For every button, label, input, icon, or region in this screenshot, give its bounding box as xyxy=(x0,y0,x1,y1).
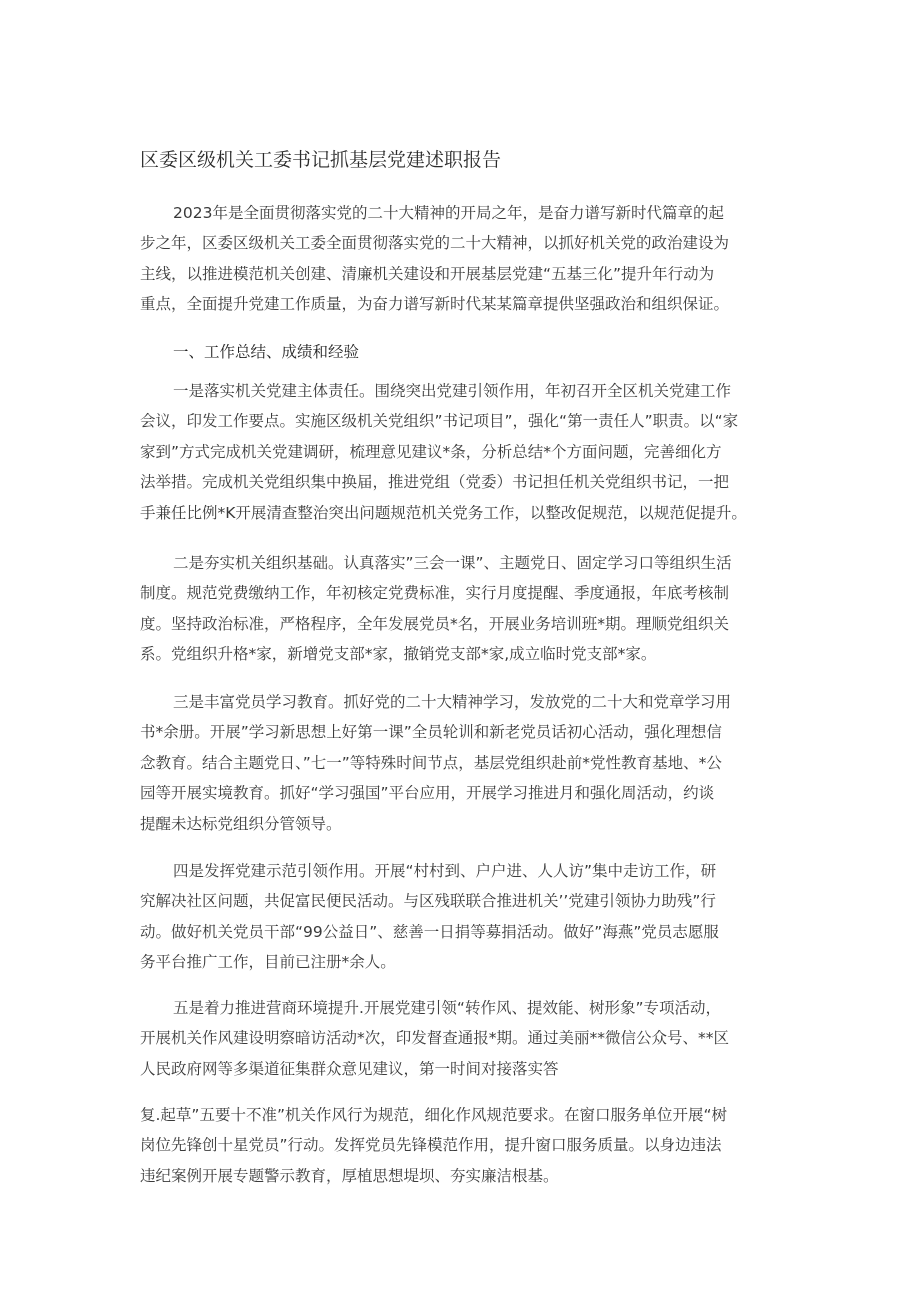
text-line: 动。做好机关党员干部“99公益日”、慈善一日捐等募捐活动。做好”海燕”党员志愿服 xyxy=(140,922,719,941)
text-line: 书*余册。开展”学习新思想上好第一课”全员轮训和新老党员话初心活动，强化理想信 xyxy=(140,723,722,742)
text-line: 系。党组织升格*家，新增党支部*家，撤销党支部*家,成立临时党支部*家。 xyxy=(140,645,657,664)
paragraph-1 xyxy=(140,376,790,528)
text-line: 五是着力推进营商环境提升.开展党建引领“转作风、提效能、树形象”专项活动， xyxy=(173,999,721,1017)
text-line: 念教育。结合主题党日、”七一”等特殊时间节点，基层党组织赴前*党性教育基地、*公 xyxy=(140,753,722,772)
text-line: 复.起草”五要十不准”机关作风行为规范，细化作风规范要求。在窗口服务单位开展“树 xyxy=(140,1106,728,1124)
text-line: 主线，以推进模范机关创建、清廉机关建设和开展基层党建“五基三化”提升年行动为 xyxy=(140,264,715,283)
text-line: 四是发挥党建示范引领作用。开展“村村到、户户进、人人访”集中走访工作，研 xyxy=(173,862,717,880)
text-line: 岗位先锋创十星党员”行动。发挥党员先锋模范作用，提升窗口服务质量。以身边违法 xyxy=(140,1136,722,1155)
paragraph-6 xyxy=(140,1100,790,1191)
text-line: 2023年是全面贯彻落实党的二十大精神的开局之年，是奋力谱写新时代篇章的起 xyxy=(173,204,724,222)
text-line: 会议，印发工作要点。实施区级机关党组织”书记项目”，强化“第一责任人”职责。以“家 xyxy=(140,412,739,431)
paragraph-2 xyxy=(140,548,790,670)
text-line: 开展机关作风建设明察暗访活动*次，印发督查通报*期。通过美丽**微信公众号、**区 xyxy=(140,1029,730,1048)
text-line: 提醒未达标党组织分管领导。 xyxy=(140,814,342,833)
intro-paragraph xyxy=(140,198,790,320)
text-line: 度。坚持政治标准，严格程序，全年发展党员*名，开展业务培训班*期。理顺党组织关 xyxy=(140,614,730,633)
text-line: 园等开展实境教育。抓好“学习强国”平台应用，开展学习推进月和强化周活动，约谈 xyxy=(140,784,715,803)
text-line: 重点，全面提升党建工作质量，为奋力谱写新时代某某篇章提供坚强政治和组织保证。 xyxy=(140,295,730,314)
text-line: 手兼任比例*K开展清查整治突出问题规范机关党务工作，以整改促规范，以规范促提升。 xyxy=(140,503,747,522)
text-line: 究解决社区问题，共促富民便民活动。与区残联联合推进机关’’党建引领协力助残”行 xyxy=(140,892,716,911)
paragraph-3 xyxy=(140,687,790,839)
text-line: 人民政府网等多渠道征集群众意见建议，第一时间对接落实答 xyxy=(140,1059,559,1078)
section-1-heading: 一、工作总结、成绩和经验 xyxy=(173,343,360,361)
document-title: 区委区级机关工委书记抓基层党建述职报告 xyxy=(140,149,502,171)
text-line: 二是夯实机关组织基础。认真落实”三会一课”、主题党日、固定学习口等组织生活 xyxy=(173,554,732,572)
section-heading xyxy=(140,337,790,367)
text-line: 步之年，区委区级机关工委全面贯彻落实党的二十大精神，以抓好机关党的政治建设为 xyxy=(140,234,730,253)
text-line: 制度。规范党费缴纳工作，年初核定党费标准，实行月度提醒、季度通报，年底考核制 xyxy=(140,584,730,603)
text-line: 法举措。完成机关党组织集中换届，推进党组（党委）书记担任机关党组织书记，一把 xyxy=(140,473,730,492)
text-line: 务平台推广工作，目前已注册*余人。 xyxy=(140,953,396,972)
text-line: 一是落实机关党建主体责任。围绕突出党建引领作用，年初召开全区机关党建工作 xyxy=(173,382,732,400)
text-line: 家到”方式完成机关党建调研，梳理意见建议*条，分析总结*个方面问题，完善细化方 xyxy=(140,442,722,461)
text-line: 三是丰富党员学习教育。抓好党的二十大精神学习，发放党的二十大和党章学习用 xyxy=(173,693,732,711)
text-line: 违纪案例开展专题警示教育，厚植思想堤坝、夯实廉洁根基。 xyxy=(140,1166,559,1185)
paragraph-5 xyxy=(140,993,790,1084)
paragraph-4 xyxy=(140,856,790,978)
